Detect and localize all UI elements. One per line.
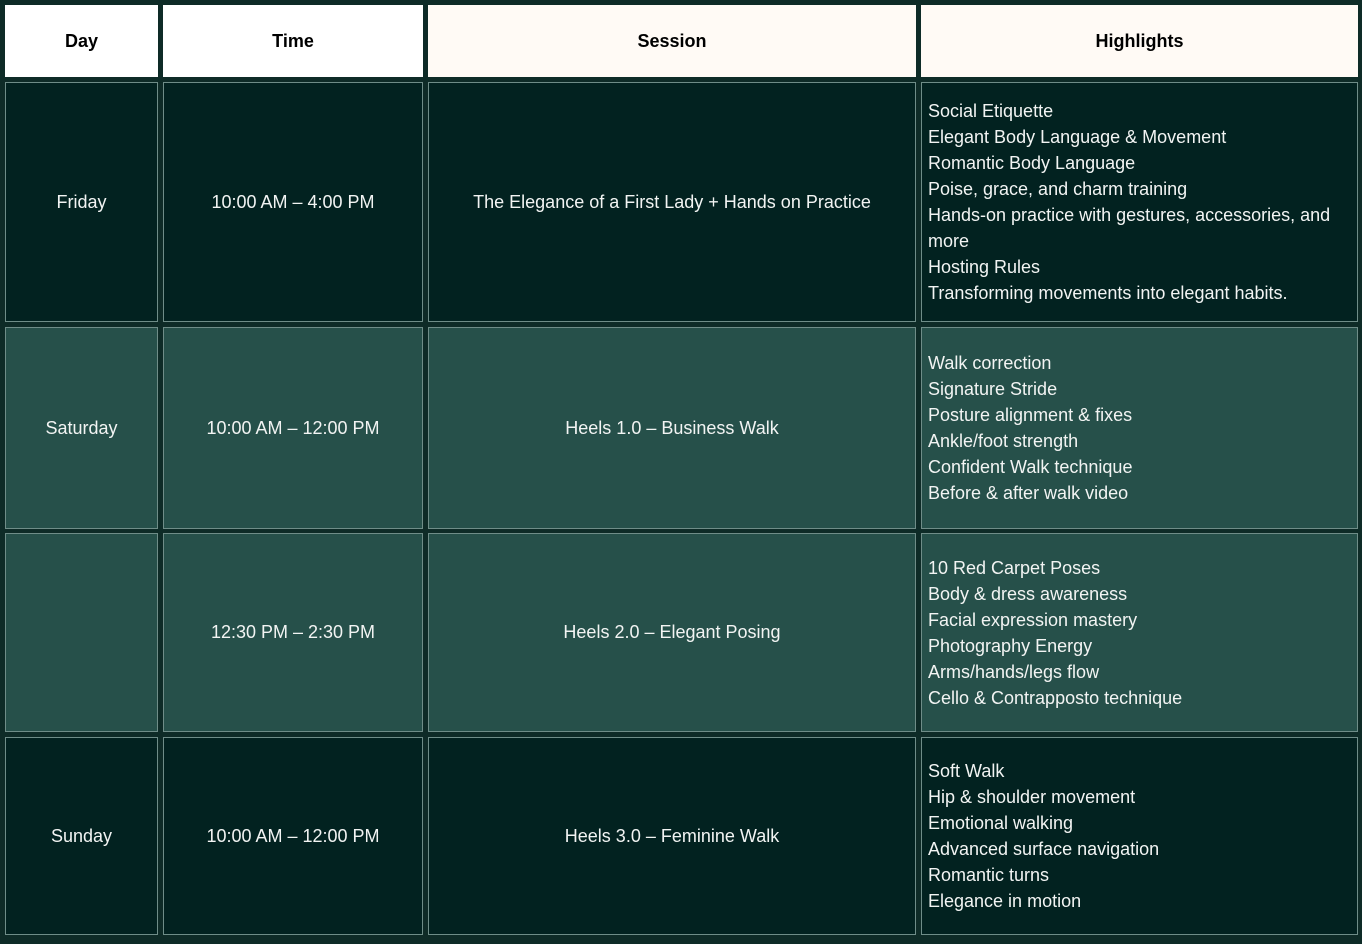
list-item: Advanced surface navigation: [928, 839, 1160, 859]
header-highlights-label: Highlights: [1095, 30, 1184, 51]
session-cell: Heels 2.0 – Elegant Posing: [563, 622, 781, 642]
header-time: [163, 5, 423, 77]
list-item: Arms/hands/legs flow: [928, 661, 1100, 682]
day-cell: Sunday: [50, 825, 113, 846]
table-row-1-session: [428, 82, 916, 322]
table-row-3-day: [5, 533, 158, 732]
table-row-3-highlights: [921, 533, 1358, 732]
list-item: Elegance in motion: [928, 891, 1082, 911]
header-time-label: Time: [272, 30, 314, 51]
list-item: Soft Walk: [928, 761, 1005, 781]
list-item: Facial expression mastery: [928, 609, 1138, 630]
day-cell: Saturday: [45, 417, 118, 438]
header-session: [428, 5, 916, 77]
header-highlights: [921, 5, 1358, 77]
list-item: Hosting Rules: [928, 257, 1041, 277]
list-item: Hands-on practice with gestures, accessories, and more: [928, 205, 1331, 251]
list-item: Walk correction: [928, 353, 1052, 373]
list-item: Poise, grace, and charm training: [928, 179, 1188, 199]
list-item: 10 Red Carpet Poses: [928, 557, 1101, 578]
table-row-1-highlights: [921, 82, 1358, 322]
list-item: Ankle/foot strength: [928, 431, 1079, 451]
time-cell: 10:00 AM – 12:00 PM: [206, 417, 380, 438]
header-session-label: Session: [637, 30, 707, 51]
list-item: Romantic Body Language: [928, 153, 1136, 173]
list-item: Transforming movements into elegant habits.: [928, 283, 1288, 303]
time-cell: 10:00 AM – 12:00 PM: [206, 825, 380, 846]
table-row-4-session: [428, 737, 916, 935]
table-row-3-time: [163, 533, 423, 732]
session-cell: Heels 3.0 – Feminine Walk: [564, 825, 780, 846]
day-cell: Friday: [56, 191, 107, 212]
session-cell: The Elegance of a First Lady + Hands on Practice: [473, 191, 871, 212]
table-row-1-day: [5, 82, 158, 322]
table-row-1-time: [163, 82, 423, 322]
list-item: Hip & shoulder movement: [928, 787, 1136, 807]
highlights-list: [928, 758, 1159, 914]
table-row-4-day: [5, 737, 158, 935]
session-cell: Heels 1.0 – Business Walk: [565, 417, 779, 438]
time-cell: 12:30 PM – 2:30 PM: [210, 622, 376, 642]
list-item: Signature Stride: [928, 379, 1058, 399]
highlights-list: [928, 555, 1182, 711]
table-row-2-session: [428, 327, 916, 529]
table-row-4-highlights: [921, 737, 1358, 935]
list-item: Before & after walk video: [928, 483, 1129, 503]
table-row-3-session: [428, 533, 916, 732]
highlights-list: [928, 350, 1132, 506]
list-item: Emotional walking: [928, 813, 1074, 833]
header-day-label: Day: [64, 30, 99, 51]
list-item: Elegant Body Language & Movement: [928, 127, 1227, 147]
list-item: Posture alignment & fixes: [928, 405, 1133, 425]
highlights-list: [928, 98, 1349, 306]
table-row-4-time: [163, 737, 423, 935]
list-item: Social Etiquette: [928, 101, 1054, 121]
list-item: Body & dress awareness: [928, 583, 1128, 604]
list-item: Confident Walk technique: [928, 457, 1133, 477]
table-row-2-time: [163, 327, 423, 529]
list-item: Romantic turns: [928, 865, 1050, 885]
table-row-2-day: [5, 327, 158, 529]
list-item: Photography Energy: [928, 635, 1093, 656]
list-item: Cello & Contrapposto technique: [928, 687, 1183, 708]
header-day: [5, 5, 158, 77]
table-row-2-highlights: [921, 327, 1358, 529]
time-cell: 10:00 AM – 4:00 PM: [211, 191, 375, 212]
